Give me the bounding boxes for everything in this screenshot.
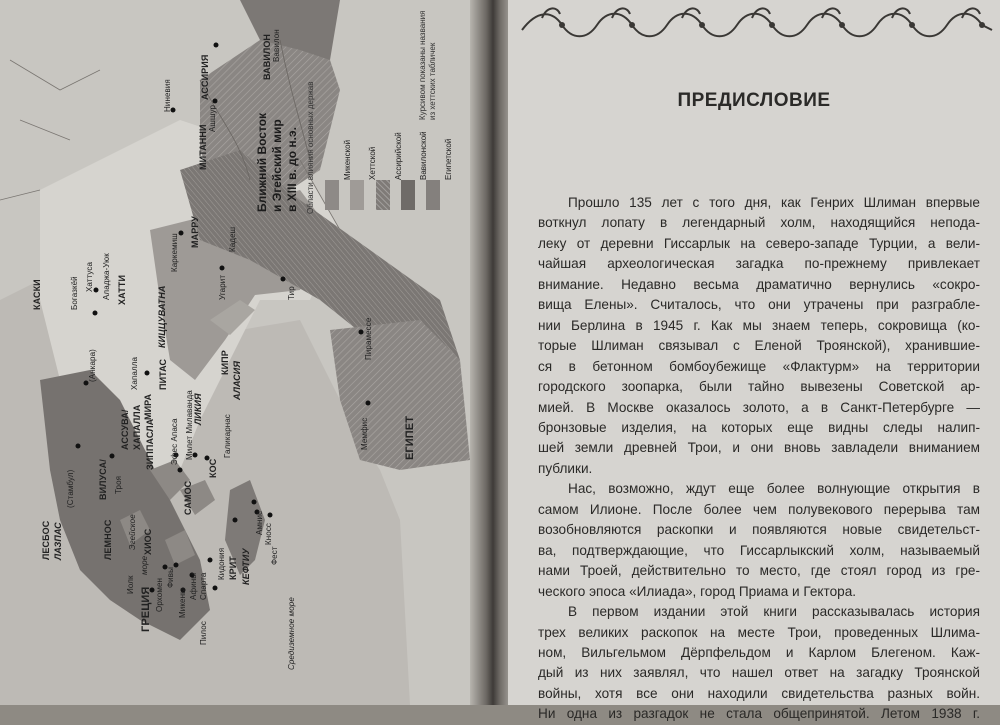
label-babylon-city: Вавилон — [272, 29, 281, 62]
label-keftiu: КЕФТИУ — [241, 548, 251, 585]
text-line: Нас, возможно, ждут еще более волнующие открытия в — [568, 481, 980, 497]
text-line: Ни одна из разгадок не стала общепринятой. Летом 1938 г. — [538, 706, 980, 722]
label-hatti: ХАТТИ — [117, 274, 127, 305]
label-orchomenos: Орхомен — [155, 577, 164, 612]
text-line: вища Елены». Считалось, что они утрачены при разграбле- — [538, 297, 980, 313]
text-line: войны, хотя все они находили свидетельства разных войн. — [538, 685, 980, 701]
label-babylon: ВАВИЛОН — [262, 33, 272, 80]
text-line: ся в бетонном бомбоубежище «Флактурм» на территории — [538, 358, 980, 374]
label-kydonia: Кидония — [217, 547, 226, 580]
label-mira: МИРА — [143, 393, 153, 420]
legend-swatch-egyptian — [426, 180, 440, 210]
label-kos: КОС — [208, 458, 218, 478]
map-page — [0, 0, 478, 705]
legend-item-hittite: Хеттской — [368, 146, 377, 180]
legend-subtitle: Области влияния основных держав — [306, 81, 315, 214]
legend-swatch-assyrian — [376, 180, 390, 210]
label-egypt: ЕГИПЕТ — [404, 415, 416, 460]
label-ashur: Ашшур — [208, 104, 217, 132]
label-marru: МАРРУ — [190, 216, 200, 248]
label-thebes: Фивы — [166, 567, 175, 588]
label-greece: ГРЕЦИЯ — [140, 586, 152, 632]
text-line: ном, Вильгельмом Дёрпфельдом и Карлом Блегеном. Каж- — [538, 644, 980, 660]
label-halicarnassus: Галикарнас — [223, 414, 232, 458]
legend-item-assyrian: Ассирийской — [394, 132, 403, 180]
label-iolkos: Иолк — [126, 575, 135, 594]
label-karkemish: Каркемиш — [170, 233, 179, 272]
label-vilusa: ВИЛУСА/ — [98, 459, 108, 500]
text-line: воткнул лопату в легендарный холм, находящийся непода- — [538, 215, 980, 231]
text-line: торые Шлиман связывал с Еленой Троянской), хранившие- — [538, 338, 980, 354]
text-line: публики. — [538, 460, 593, 476]
label-lesbos: ЛЕСБОС — [41, 520, 51, 560]
label-alasia: АЛАСИЯ — [232, 361, 242, 400]
legend-swatch-mycenaean — [325, 180, 339, 210]
label-miletus: Милет Милаванда — [185, 390, 194, 460]
text-line: возобновляются раскопки и появляются новые свидетельст- — [538, 522, 980, 538]
label-cyprus: КИПР — [220, 350, 230, 375]
legend-item-egyptian: Египетской — [444, 138, 453, 180]
label-hattusa: Хаттуса — [85, 261, 94, 292]
label-aegean-sea: море — [140, 555, 149, 575]
label-mediterranean: Средиземное море — [287, 597, 296, 670]
label-mitanni: МИТАННИ — [198, 124, 208, 170]
text-line: нами Троей, действительно то место, где стоял город из гре- — [538, 563, 980, 579]
label-haddala: ХАПАЛЛА — [132, 404, 142, 450]
label-ugarit: Угарит — [218, 274, 227, 300]
text-line: В первом издании этой книги рассказывалась история — [568, 604, 980, 620]
label-troy: Троя — [114, 475, 123, 494]
label-amnisos: Амнис — [255, 510, 264, 535]
label-kaski: КАСКИ — [32, 279, 42, 310]
label-athens: Афины — [189, 572, 198, 600]
legend-title-3: в XIII в. до н.э. — [285, 127, 299, 212]
legend-item-mycenaean: Микенской — [343, 139, 352, 180]
label-lemnos: ЛЕМНОС — [103, 519, 113, 560]
text-line: ва, подтверждающие, что Гиссарлыкский холм, называемый — [538, 542, 980, 558]
label-kizzuwatna: КИЦЦУВАТНА — [157, 285, 167, 348]
text-line: внимание. Недавно весьма драматично вернулись «сокро- — [538, 276, 980, 292]
label-ephesus: Эфес Апаса — [170, 418, 179, 465]
text-line: самом Илионе. После более чем полувекового перерыва там — [538, 501, 980, 517]
legend-note-1: Курсивом показаны названия — [418, 10, 427, 120]
legend-title-2: и Эгейский мир — [270, 119, 284, 212]
label-piramesse: Пирамессе — [364, 317, 373, 360]
label-alaca: Аладжа-Уюк — [102, 253, 111, 300]
map-graphic — [0, 0, 478, 705]
label-memphis: Мемфис — [360, 417, 369, 450]
text-line: нии Берлина в 1945 г. Как мы знаем теперь, сокровища (ко- — [538, 317, 980, 333]
label-istanbul: (Стамбул) — [66, 469, 75, 508]
label-sparta: Спарта — [199, 572, 208, 600]
label-aegean: Эгейское — [128, 514, 137, 550]
label-tyre: Тир — [287, 286, 296, 300]
label-mycenae: Микены — [178, 588, 187, 618]
legend-item-babylonian: Вавилонской — [419, 131, 428, 180]
legend-swatch-hittite — [350, 180, 364, 210]
body-text — [538, 193, 980, 725]
label-chios: ХИОС — [143, 528, 153, 555]
text-line: чайшая археологическая загадка по-прежнему привлекает — [538, 256, 980, 272]
label-pitas: ПИТАС — [158, 358, 168, 390]
text-line: мией. В Москве оказалось золото, а в Санкт-Петербурге — — [538, 399, 980, 415]
label-ankara: (Анкара) — [88, 349, 97, 382]
legend-swatch-babylonian — [401, 180, 415, 210]
label-nineveh: Ниневия — [163, 79, 172, 112]
text-line: бронзовые изделия, на которых еще видны следы налип- — [538, 419, 980, 435]
legend-title-1: Ближний Восток — [255, 112, 269, 212]
label-crete: КРИТ — [228, 556, 238, 580]
label-kadesh: Кадеш — [228, 226, 237, 252]
label-phaistos: Фест — [270, 546, 279, 565]
text-line: городского зоопарка, были тайно вывезены Советской ар- — [538, 379, 980, 395]
label-bogazkoy: Богазкёй — [70, 276, 79, 310]
label-pylos: Пилос — [199, 621, 208, 645]
text-page — [508, 0, 1000, 722]
text-line: дый из них заявлял, что нашел ответ на загадку Троянской — [538, 665, 980, 681]
label-lazpa: ЛАЗПАС — [53, 522, 63, 560]
text-line: шей земли древней Трои, и они вновь завладели вниманием — [538, 440, 980, 456]
label-zippasla: ЗИППАСЛА — [145, 418, 155, 470]
label-hapalla: Хапалла — [130, 356, 139, 390]
legend-note-2: из хеттских табличек — [428, 42, 437, 120]
label-samos: САМОС — [183, 480, 193, 515]
ornament-border — [522, 0, 992, 46]
label-assyria: АССИРИЯ — [200, 54, 210, 100]
text-line: трех великих раскопок на месте Трои, проведенных Шлима- — [538, 624, 980, 640]
label-assuwa: АССУВА/ — [120, 409, 130, 450]
label-knossos: Кносс — [264, 522, 273, 545]
text-line: ческого эпоса «Илиада», город Приама и Гектора. — [538, 583, 857, 599]
text-line: леку от деревни Гиссарлык на северо-западе Турции, а вели- — [538, 235, 980, 251]
label-lycia: ЛИКИЯ — [193, 393, 203, 425]
text-line: Прошло 135 лет с того дня, как Генрих Шлиман впервые — [568, 195, 980, 210]
page-title: ПРЕДИСЛОВИЕ — [677, 90, 831, 111]
